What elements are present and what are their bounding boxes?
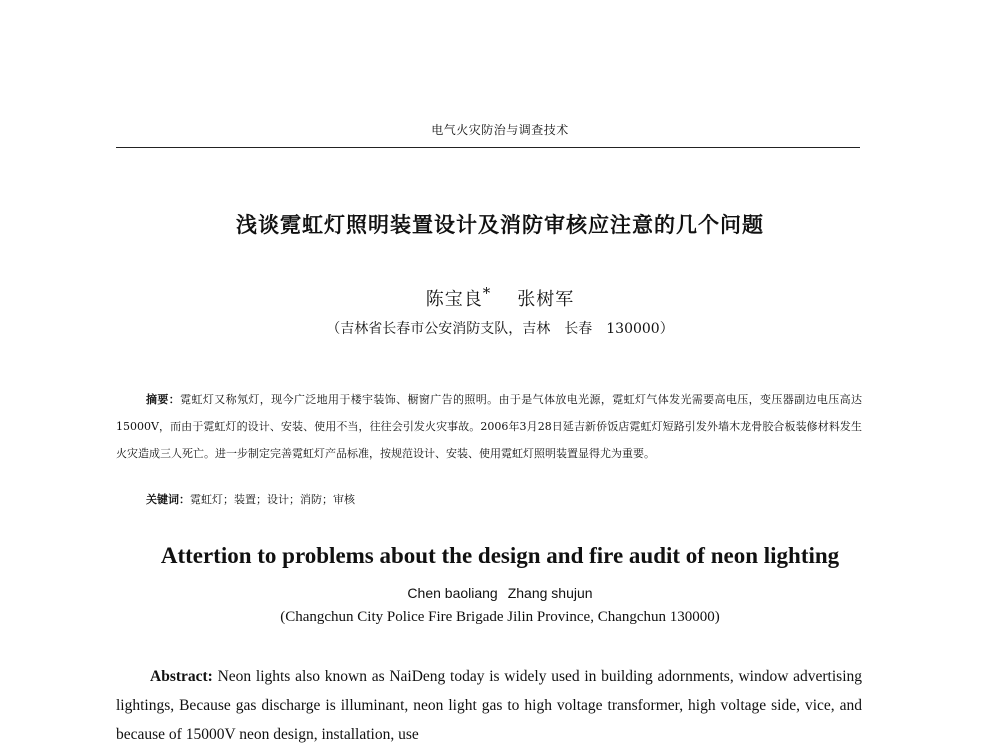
- keywords-cn: [146, 491, 846, 507]
- author-cn-1: 陈宝良: [425, 289, 483, 310]
- abstract-cn-label: 摘要：: [146, 393, 181, 406]
- keywords-cn-text: 霓虹灯；装置；设计；消防；审核: [190, 493, 355, 506]
- running-header: 电气火灾防治与调查技术: [431, 123, 569, 137]
- author-en-1: Chen baoliang: [407, 585, 498, 601]
- abstract-cn: [116, 386, 862, 467]
- abstract-en-label: Abstract:: [150, 668, 213, 685]
- authors-en: [0, 585, 1000, 601]
- authors-cn: [0, 284, 1000, 311]
- abstract-en: [116, 662, 862, 749]
- affiliation-cn: （吉林省长春市公安消防支队，吉林 长春 130000）: [326, 321, 674, 337]
- abstract-cn-text: 霓虹灯又称氖灯，现今广泛地用于楼宇装饰、橱窗广告的照明。由于是气体放电光源，霓虹灯气体发光需要高电压，变压器副边电压高达15000V，而由于霓虹灯的设计、安装、使用不当，往往会引发火灾事故。2006年3月28日延吉新侨饭店霓虹灯短路引发外墙木龙骨胶合板装修材料发生火灾造成三人死亡。进一步制定完善霓虹灯产品标准，按规范设计、安装、使用霓虹灯照明装置显得尤为重要。: [116, 393, 863, 460]
- affiliation-en: (Changchun City Police Fire Brigade Jilin Province, Changchun 130000): [280, 609, 720, 625]
- article-title-en: Attertion to problems about the design and fire audit of neon lighting: [160, 543, 840, 568]
- abstract-en-text: Neon lights also known as NaiDeng today is widely used in building adornments, window advertising lightings, Because gas discharge is illuminant, neon light gas to high voltage transformer, high voltage side, vice, and because of 15000V neon design, installation, use: [116, 668, 862, 743]
- author-cn-2: 张树军: [517, 289, 575, 310]
- corresponding-author-marker: *: [482, 284, 492, 302]
- keywords-cn-label: 关键词：: [146, 493, 190, 506]
- header-rule: [116, 147, 860, 148]
- author-en-2: Zhang shujun: [507, 585, 593, 601]
- article-title-cn: 浅谈霓虹灯照明装置设计及消防审核应注意的几个问题: [236, 213, 764, 237]
